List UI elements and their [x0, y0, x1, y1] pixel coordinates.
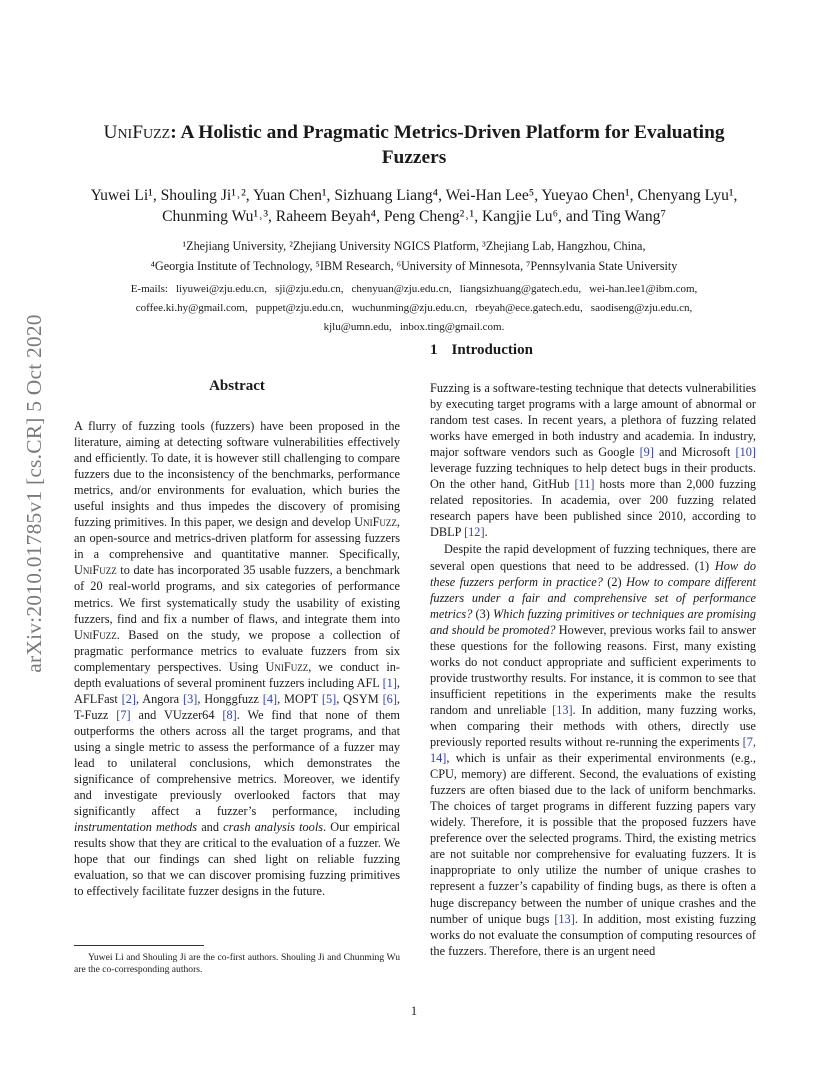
intro-text-run: , which is unfair as their experimental environments (e.g., CPU, memory) are different. Second, the evaluations of existing fuzzers are often biased due to the lack of uniform benchmarks. The choices of target programs in different fuzzing papers vary widely. Therefore, it is possible that the proposed fuzzers have preference over the selected programs. Third, the existing metrics are not suitable nor comprehensive for evaluating fuzzers. It is inappropriate to only utilize the number of unique crashes to represent a fuzzer’s capability of finding bugs, as there is often a huge discrepancy between the number of unique crashes and the number of unique bugs	[430, 751, 756, 926]
intro-text-run: (3)	[472, 606, 493, 621]
email-list	[64, 280, 764, 337]
title-rest: : A Holistic and Pragmatic Metrics-Driven Platform for Evaluating Fuzzers	[170, 122, 725, 168]
intro-paragraph-1	[430, 380, 756, 540]
introduction-heading	[430, 340, 756, 360]
research-question: How to compare different fuzzers under a fair and comprehensive set of performance metrics?	[430, 574, 756, 621]
email-address: wei-han.lee1@ibm.com,	[589, 283, 698, 295]
intro-text-run: (2)	[602, 574, 627, 589]
abstract-text-run: A flurry of fuzzing tools (fuzzers) have been proposed in the literature, aiming at detecting software vulnerabilities effectively and efficiently. To date, it is however still challenging to compare fuzzers due to the inconsistency of the benchmarks, performance metrics, and/or environments for evaluation, which buries the useful insights and thus impedes the discovery of promising fuzzing primitives. In this paper, we design and develop	[74, 419, 400, 530]
abstract-text-run: , an open-source and metrics-driven platform for assessing fuzzers in a comprehensive and quantitative manner. Specifically,	[74, 515, 400, 562]
emails-line-2	[64, 299, 764, 318]
citation-link[interactable]: [8]	[222, 707, 237, 722]
citation-link[interactable]: [1]	[382, 675, 397, 690]
email-address: sji@zju.edu.cn,	[275, 283, 344, 295]
abstract-text-run: , AFLFast	[74, 675, 400, 706]
intro-paragraph-2	[430, 541, 756, 958]
citation-link[interactable]: [9]	[639, 445, 654, 460]
section-number: 1	[430, 342, 438, 358]
email-address: chenyuan@zju.edu.cn,	[351, 283, 452, 295]
footnote: Yuwei Li and Shouling Ji are the co-first authors. Shouling Ji and Chunming Wu are the co-corresponding authors.	[74, 952, 400, 976]
intro-text-run: . In addition, most existing fuzzing works do not evaluate the consumption of computing resources of the fuzzers. Therefore, there is an urgent need	[430, 911, 756, 958]
intro-text-run: and Microsoft	[653, 445, 736, 460]
affiliations-line-1: ¹Zhejiang University, ²Zhejiang University NGICS Platform, ³Zhejiang Lab, Hangzhou, China,	[182, 239, 646, 253]
system-name: UniFuzz	[354, 515, 397, 530]
citation-link[interactable]: [7, 14]	[430, 735, 756, 766]
abstract-text-run: and VUzzer64	[130, 707, 223, 722]
abstract-text-run: , we conduct in-depth evaluations of several prominent fuzzers including AFL	[74, 659, 400, 690]
email-address: coffee.ki.hy@gmail.com,	[135, 302, 248, 314]
introduction-section	[430, 340, 756, 959]
title-system-name: UniFuzz	[103, 122, 171, 143]
abstract-text-run: , T-Fuzz	[74, 691, 400, 722]
emails-line-3	[64, 318, 764, 337]
section-title: Introduction	[451, 342, 533, 358]
author-list	[64, 185, 764, 227]
research-question: Which fuzzing primitives or techniques are promising and should be promoted?	[430, 606, 756, 637]
intro-text-run: Fuzzing is a software-testing technique that detects vulnerabilities by executing target programs with a large amount of abnormal or random test cases. In recent years, a plethora of fuzzing related works have emerged in both industry and academia. In industry, major software vendors such as Google	[430, 381, 756, 460]
intro-text-run: However, previous works fail to answer these questions for the following reasons. First, many existing works do not conduct appropriate and sufficient experiments to provide trustworthy results. For instance, it is common to see that insufficient repetitions in the experiments make the results random and unreliable	[430, 622, 757, 717]
intro-text-run: Despite the rapid development of fuzzing techniques, there are several open questions that need to be addressed. (1)	[430, 542, 756, 573]
citation-link[interactable]: [12]	[464, 525, 485, 540]
abstract-text-run: , Angora	[135, 691, 183, 706]
citation-link[interactable]: [13]	[552, 702, 573, 717]
citation-link[interactable]: [2]	[121, 691, 136, 706]
abstract-heading: Abstract	[209, 378, 265, 394]
paper-title	[80, 121, 748, 170]
emails-line-1	[64, 280, 764, 299]
citation-link[interactable]: [10]	[735, 445, 756, 460]
abstract-section	[74, 376, 400, 899]
citation-link[interactable]: [7]	[116, 707, 131, 722]
arxiv-identifier-text: arXiv:2010.01785v1 [cs.CR] 5 Oct 2020	[21, 313, 46, 673]
emphasis-text: crash analysis tools	[223, 820, 324, 835]
email-address: puppet@zju.edu.cn,	[255, 302, 344, 314]
emphasis-text: instrumentation methods	[74, 820, 198, 835]
citation-link[interactable]: [4]	[262, 691, 278, 706]
system-name: UniFuzz	[74, 627, 117, 642]
citation-link[interactable]: [3]	[182, 691, 198, 706]
abstract-text-run: . We find that none of them outperforms the others across all the target programs, and that using a single metric to assess the performance of a fuzzer may lead to unilateral conclusions, which demonstrates the significance of comprehensive metrics. Moreover, we identify and investigate previously overlooked factors that may significantly affect a fuzzer’s performance, including	[74, 707, 400, 819]
email-address: inbox.ting@gmail.com.	[399, 321, 505, 333]
authors-line-2: Chunming Wu¹˒³, Raheem Beyah⁴, Peng Cheng²˒¹, Kangjie Lu⁶, and Ting Wang⁷	[162, 208, 666, 225]
footnote-divider	[74, 945, 204, 946]
email-address: kjlu@umn.edu,	[323, 321, 392, 333]
arxiv-identifier	[14, 293, 54, 693]
abstract-text-run: . Our empirical results show that they are critical to the evaluation of a fuzzer. We hope that our findings can shed light on reliable fuzzing evaluation, so that we can discover promising fuzzing primitives to effectively facilitate fuzzer designs in the future.	[74, 820, 400, 899]
abstract-text-run: to date has incorporated 35 usable fuzzers, a benchmark of 20 real-world programs, and six categories of performance metrics. We first systematically study the usability of existing fuzzers, find and fix a number of flaws, and integrate them into	[74, 563, 400, 626]
email-address: rbeyah@ece.gatech.edu,	[475, 302, 583, 314]
research-question: How do these fuzzers perform in practice?	[430, 558, 756, 589]
page-number: 1	[410, 1004, 418, 1018]
abstract-text-run: . Based on the study, we propose a collection of pragmatic performance metrics to evaluate fuzzers from six complementary perspectives. Using	[74, 627, 400, 674]
citation-link[interactable]: [13]	[554, 911, 575, 926]
abstract-text-run: , QSYM	[336, 691, 383, 706]
email-address: wuchunming@zju.edu.cn,	[351, 302, 468, 314]
intro-text-run: leverage fuzzing techniques to help detect bugs in their products. On the other hand, GitHub	[430, 461, 756, 492]
email-address: saodiseng@zju.edu.cn,	[590, 302, 693, 314]
email-address: liangsizhuang@gatech.edu,	[459, 283, 582, 295]
abstract-text-run: and	[197, 820, 224, 835]
citation-link[interactable]: [11]	[574, 477, 595, 492]
intro-text-run: .	[484, 525, 488, 540]
citation-link[interactable]: [5]	[321, 691, 337, 706]
citation-link[interactable]: [6]	[382, 691, 397, 706]
emails-label: E-mails:	[130, 283, 168, 295]
abstract-text-run: , Honggfuzz	[197, 691, 263, 706]
system-name: UniFuzz	[74, 563, 117, 578]
affiliations	[64, 236, 764, 276]
intro-text-run: hosts more than 2,000 fuzzing related repositories. In academia, over 200 fuzzing related research papers have been published since 2010, according to DBLP	[430, 477, 757, 540]
authors-line-1: Yuwei Li¹, Shouling Ji¹˒², Yuan Chen¹, Sizhuang Liang⁴, Wei-Han Lee⁵, Yueyao Chen¹, Chenyang Lyu¹,	[90, 187, 738, 204]
intro-text-run: . In addition, many fuzzing works, when comparing their methods with others, directly use previously reported results without re-running the experiments	[430, 702, 756, 750]
system-name: UniFuzz	[265, 659, 309, 674]
affiliations-line-2: ⁴Georgia Institute of Technology, ⁵IBM Research, ⁶University of Minnesota, ⁷Pennsylvania State University	[150, 259, 678, 273]
abstract-text	[74, 418, 400, 899]
email-address: liyuwei@zju.edu.cn,	[175, 283, 268, 295]
abstract-text-run: , MOPT	[277, 691, 322, 706]
